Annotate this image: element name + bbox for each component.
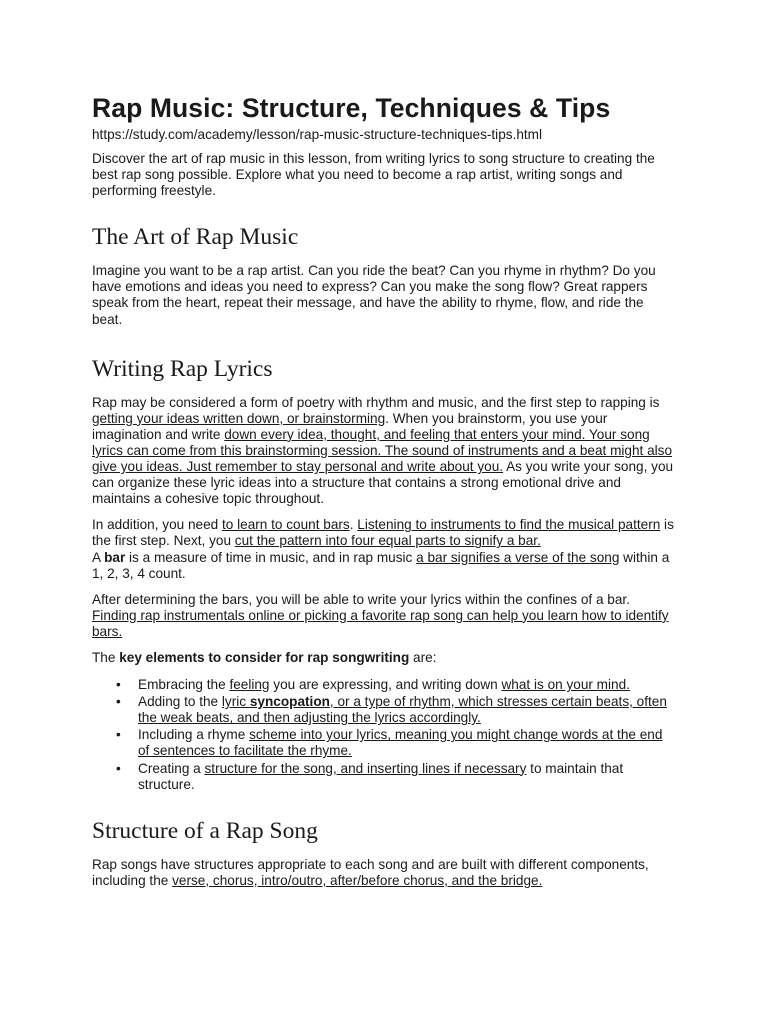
text-run: Creating a [138,760,205,776]
underlined-phrase: a bar signifies a verse of the song [416,549,620,565]
section-heading-structure: Structure of a Rap Song [92,817,318,844]
text-run: Embracing the [138,677,230,693]
list-item [116,727,674,759]
underlined-phrase: down every idea, thought, and feeling that enters your mind. Your song lyrics can come from this brainstorming session. The sound of instruments and a beat might also give you ideas. Just remember to stay personal and write about you. [92,426,673,475]
text-run: Rap may be considered a form of poetry with rhythm and music, and the first step to rapping is [92,394,660,410]
underlined-phrase: Finding rap instrumentals online or picking a favorite rap song can help you learn how to identify bars. [92,607,669,639]
underlined-phrase: lyric [221,694,250,710]
text-run: Rap songs have structures appropriate to each song and are built with different components, including the [92,856,649,888]
bullet-icon: • [116,760,121,776]
text-run: A [92,549,105,565]
lyrics-paragraph-1 [92,395,674,508]
underlined-phrase: what is on your mind. [501,677,630,693]
section-heading-art: The Art of Rap Music [92,224,299,251]
list-item [116,677,674,693]
text-run: you are expressing, and writing down [269,677,502,693]
list-item [116,694,674,726]
art-paragraph: Imagine you want to be a rap artist. Can you ride the beat? Can you rhyme in rhythm? Do you have emotions and ideas you need to express? Can you make the song flow? Great rappers speak from the heart, repeat their message, and have the ability to rhyme, flow, and ride the beat. [92,263,656,327]
text-run: . [349,517,358,533]
underlined-phrase: , or a type of rhythm, which stresses certain beats, often the weak beats, and then adjusting the lyrics accordingly. [138,694,667,726]
underlined-phrase: scheme into your lyrics, meaning you might change words at the end of sentences to facilitate the rhyme. [138,727,663,759]
text-run: are: [409,649,437,665]
text-run: In addition, you need [92,517,222,533]
underlined-phrase: structure for the song, and inserting lines if necessary [204,760,527,776]
intro-paragraph: Discover the art of rap music in this lesson, from writing lyrics to song structure to creating the best rap song possible. Explore what you need to become a rap artist, writing songs and performing freestyle. [92,151,655,199]
text-run: As you write your song, you can organize these lyric ideas into a structure that contains a strong emotional drive and maintains a cohesive topic throughout. [92,459,674,507]
text-run: to maintain that structure. [138,760,624,792]
key-elements-list [92,677,674,793]
bold-term-bar: bar [104,549,126,565]
bullet-icon: • [116,727,121,743]
text-run: is the first step. Next, you [92,517,674,549]
underlined-phrase: Listening to instruments to find the musical pattern [357,517,661,533]
bold-term-syncopation: syncopation [249,694,330,710]
bullet-icon: • [116,677,121,693]
underlined-phrase: cut the pattern into four equal parts to signify a bar. [234,533,541,549]
text-run: Including a rhyme [138,727,250,743]
underlined-phrase: verse, chorus, intro/outro, after/before chorus, and the bridge. [172,872,543,888]
underlined-phrase: getting your ideas written down, or brainstorming [92,410,386,426]
underlined-phrase: feeling [229,677,270,693]
page-title: Rap Music: Structure, Techniques & Tips [92,93,611,123]
text-run: Adding to the [138,694,222,710]
text-run: . When you brainstorm, you use your imagination and write [92,410,608,442]
section-heading-lyrics: Writing Rap Lyrics [92,355,273,382]
underlined-phrase: to learn to count bars [222,517,350,533]
bullet-icon: • [116,694,121,710]
text-run: After determining the bars, you will be able to write your lyrics within the confines of a bar. [92,591,630,607]
lyrics-paragraph-3 [92,592,674,640]
text-run: within a 1, 2, 3, 4 count. [92,549,670,581]
bold-key-elements: key elements to consider for rap songwriting [119,649,410,665]
text-run: The [92,649,120,665]
text-run: is a measure of time in music, and in rap music [125,549,417,565]
lyrics-paragraph-4 [92,650,674,666]
list-item [116,760,674,793]
lyrics-paragraph-2 [92,517,674,581]
structure-paragraph [92,857,674,889]
source-url: https://study.com/academy/lesson/rap-music-structure-techniques-tips.html [92,127,543,142]
